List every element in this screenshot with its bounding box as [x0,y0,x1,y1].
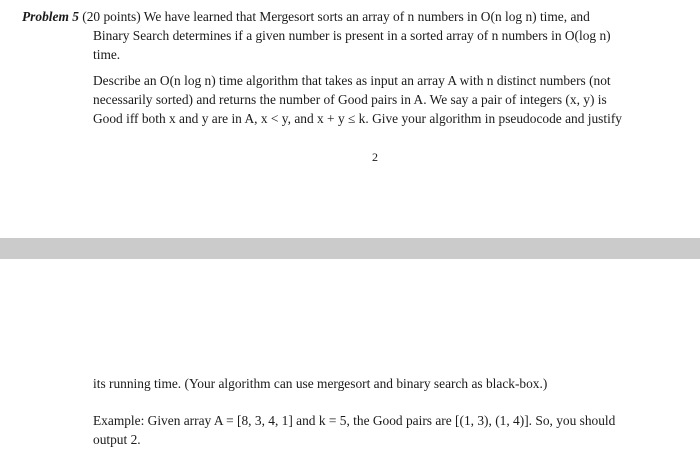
problem-text-line: (20 points) We have learned that Mergesort sorts an array of n numbers in O(n log n) time, and [82,9,590,24]
description-line: Good iff both x and y are in A, x < y, and x + y ≤ k. Give your algorithm in pseudocode and justify [93,111,622,126]
example-line: Example: Given array A = [8, 3, 4, 1] and k = 5, the Good pairs are [(1, 3), (1, 4)]. So, you should [93,413,616,428]
description-line: necessarily sorted) and returns the number of Good pairs in A. We say a pair of integers (x, y) is [93,92,607,107]
continuation-line: its running time. (Your algorithm can use mergesort and binary search as black-box.) [93,376,548,391]
document-page-bottom [0,259,700,471]
problem-label: Problem 5 [22,9,79,24]
description-line: Describe an O(n log n) time algorithm that takes as input an array A with n distinct numbers (not [93,73,611,88]
page-number: 2 [372,150,378,164]
example-line: output 2. [93,432,141,447]
problem-statement-line-1 [22,8,590,26]
problem-text-line: Binary Search determines if a given number is present in a sorted array of n numbers in O(log n) [93,28,611,43]
page-separator [0,238,700,259]
problem-text-line: time. [93,47,121,62]
